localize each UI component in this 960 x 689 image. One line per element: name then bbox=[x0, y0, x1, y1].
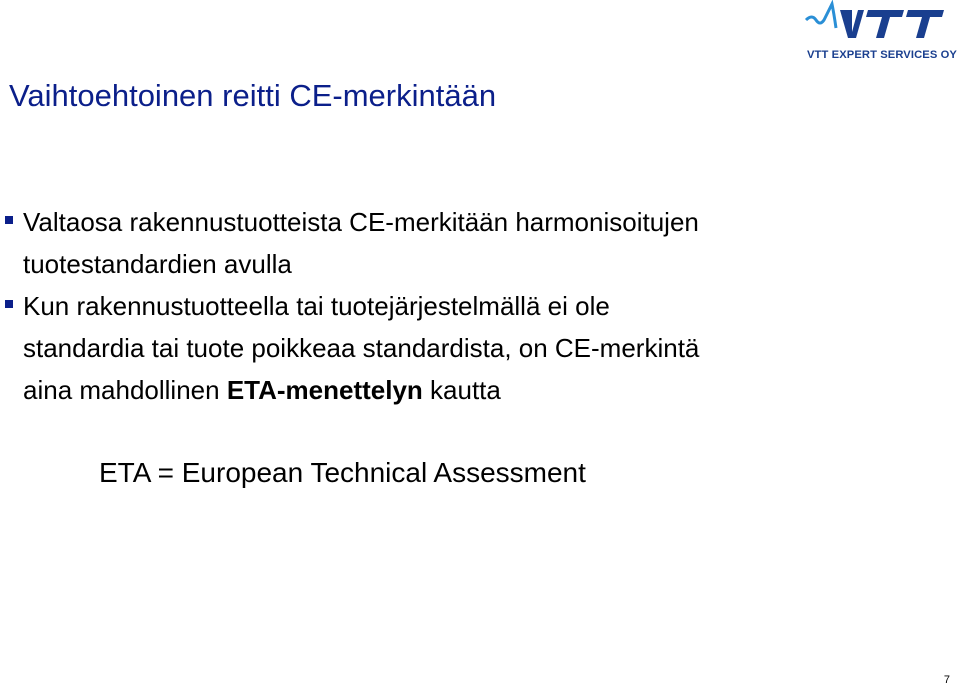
bullet-item-1 bbox=[0, 201, 900, 285]
bullet-2-line-3-pre: aina mahdollinen bbox=[23, 375, 227, 405]
vtt-logo bbox=[800, 0, 960, 66]
logo-subtitle: VTT EXPERT SERVICES OY bbox=[807, 49, 957, 61]
bullet-2-line-1: Kun rakennustuotteella tai tuotejärjestelmällä ei ole bbox=[23, 291, 610, 321]
page-number: 7 bbox=[943, 674, 950, 686]
square-bullet-icon bbox=[5, 216, 13, 224]
square-bullet-icon bbox=[5, 300, 13, 308]
bullet-item-2 bbox=[0, 285, 900, 411]
eta-definition: ETA = European Technical Assessment bbox=[99, 457, 586, 488]
bullet-2-line-3-post: kautta bbox=[422, 375, 501, 405]
bullet-list bbox=[0, 201, 900, 411]
vtt-wave-logo-icon bbox=[804, 0, 954, 44]
slide-title: Vaihtoehtoinen reitti CE-merkintään bbox=[9, 78, 497, 113]
bullet-1-line-1: Valtaosa rakennustuotteista CE-merkitään harmonisoitujen bbox=[23, 207, 699, 237]
bullet-2-line-2: standardia tai tuote poikkeaa standardista, on CE-merkintä bbox=[23, 333, 700, 363]
bullet-1-line-2: tuotestandardien avulla bbox=[23, 249, 292, 279]
bullet-2-bold-term: ETA-menettelyn bbox=[226, 375, 423, 405]
